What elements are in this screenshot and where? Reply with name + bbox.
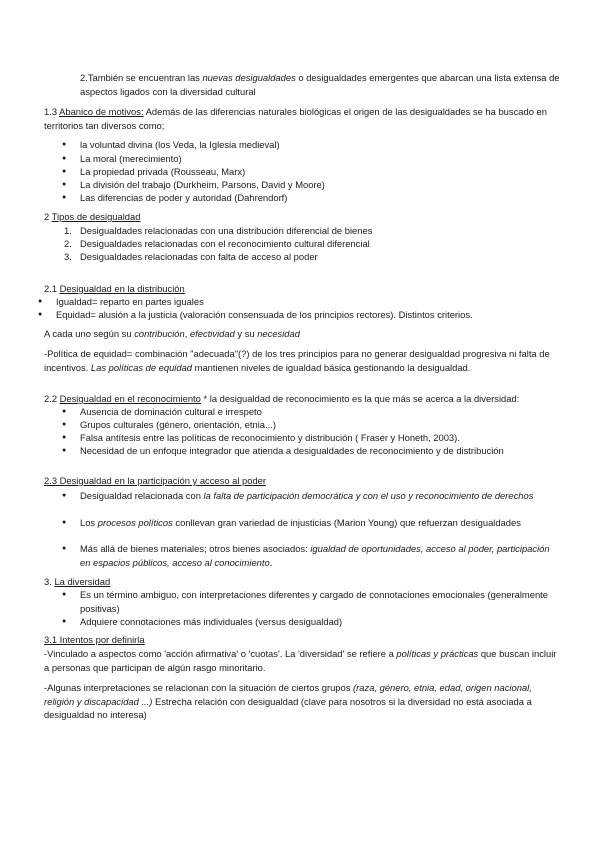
text: A cada uno según su xyxy=(44,328,135,339)
section-text: Además de las diferencias naturales biológicas el origen de las desigualdades se ha buscado en territorios tan diversos como; xyxy=(44,106,547,131)
definition-paragraph-2 xyxy=(44,681,559,722)
section-2-2-paragraph xyxy=(44,392,564,406)
section-title: Desigualdad en el reconocimiento xyxy=(59,393,201,404)
numbered-item xyxy=(64,250,318,264)
italic-text: (raza, género, etnia, edad, origen nacional, religión y discapacidad ...) xyxy=(44,682,532,707)
section-title: Tipos de desigualdad xyxy=(51,211,141,222)
list-item: ● La propiedad privada (Rousseau, Marx) xyxy=(80,165,245,179)
item-text: Desigualdades relacionadas con falta de acceso al poder xyxy=(80,251,318,262)
list-item: ● Equidad= alusión a la justicia (valoración consensuada de los principios rectores). Distintos criterios. xyxy=(56,308,473,322)
text: que buscan incluir a personas que participan de algún rasgo minoritario. xyxy=(44,648,557,673)
text: . xyxy=(269,556,273,568)
italic-text: Las políticas de equidad xyxy=(90,361,193,373)
list-item: ● Es un término ambiguo, con interpretaciones diferentes y cargado de connotaciones emocionales (generalmente positivas) xyxy=(80,588,550,615)
list-item xyxy=(80,516,550,530)
text: conllevan gran variedad de injusticias (Marion Young) que refuerzan desigualdades xyxy=(172,517,521,528)
section-text: * la desigualdad de reconocimiento es la que más se acerca a la diversidad: xyxy=(200,393,520,404)
list-item: ● Ausencia de dominación cultural e irrespeto xyxy=(80,405,262,419)
text: -Política de equidad= combinación "adecuada"(?) de los tres principios para no generar desigualdad progresiva ni falta de incentivos. xyxy=(44,348,550,373)
equity-policy-paragraph xyxy=(44,347,559,374)
definition-paragraph-1 xyxy=(44,647,559,674)
italic-text: efectividad xyxy=(189,328,235,339)
item-number: 3. xyxy=(64,251,72,262)
italic-text: políticas y prácticas xyxy=(396,648,479,659)
list-item: ● Falsa antítesis entre las políticas de reconocimiento y distribución ( Fraser y Honeth, 2003). xyxy=(80,431,460,445)
section-title: Desigualdad en la distribución xyxy=(59,283,185,294)
section-number: 1.3 xyxy=(44,106,60,117)
list-item: ● Necesidad de un enfoque integrador que atienda a desigualdades de reconocimiento y de distribución xyxy=(80,444,504,458)
list-item: ● Igualdad= reparto en partes iguales xyxy=(56,295,204,309)
section-3-1-heading: 3.1 Intentos por definirla xyxy=(44,634,145,645)
section-number: 2.2 xyxy=(44,393,60,404)
item-text: Desigualdades relacionadas con el reconocimiento cultural diferencial xyxy=(80,238,370,249)
intro-paragraph xyxy=(80,71,560,98)
section-number: 2.1 xyxy=(44,283,60,294)
text: Desigualdad relacionada con xyxy=(80,490,204,501)
list-item: ● Adquiere connotaciones más individuales (versus desigualdad) xyxy=(80,615,342,629)
criteria-line xyxy=(44,327,300,341)
list-item xyxy=(80,542,550,569)
item-text: Desigualdades relacionadas con una distribución diferencial de bienes xyxy=(80,225,373,236)
numbered-item xyxy=(64,237,370,251)
list-item: ● la voluntad divina (los Veda, la Iglesia medieval) xyxy=(80,138,280,152)
text: mantienen niveles de igualdad básica gestionando la desigualdad. xyxy=(192,361,471,373)
item-number: 1. xyxy=(64,225,72,236)
italic-text: la falta de participación democrática y con el uso y reconocimiento de derechos xyxy=(203,490,534,501)
intro-text-end: o desigualdades emergentes que abarcan una lista extensa de aspectos ligados con la diversidad cultural xyxy=(80,72,560,97)
section-1-3-paragraph xyxy=(44,105,559,132)
text: Más allá de bienes materiales; otros bienes asociados: xyxy=(80,543,311,554)
intro-text: 2.También se encuentran las xyxy=(80,72,203,83)
text: -Vinculado a aspectos como 'acción afirmativa' o 'cuotas'. La 'diversidad' se refiere a xyxy=(44,648,397,659)
text: y su xyxy=(234,328,258,339)
section-2-1-heading xyxy=(44,282,185,296)
list-item: ● La moral (merecimiento) xyxy=(80,152,182,166)
list-item: ● Grupos culturales (género, orientación, etnia...) xyxy=(80,418,276,432)
text: -Algunas interpretaciones se relacionan con la situación de ciertos grupos xyxy=(44,682,354,693)
section-number: 2 xyxy=(44,211,52,222)
italic-text: contribución xyxy=(134,328,185,339)
list-item: ● Las diferencias de poder y autoridad (Dahrendorf) xyxy=(80,191,287,205)
italic-text: procesos políticos xyxy=(97,517,173,528)
italic-text: necesidad xyxy=(257,328,300,339)
section-3-heading xyxy=(44,575,110,589)
section-2-3-heading: 2.3 Desigualdad en la participación y acceso al poder xyxy=(44,475,267,486)
list-item xyxy=(80,489,550,503)
section-2-heading xyxy=(44,210,140,224)
section-number: 3. xyxy=(44,576,55,587)
list-item: ● La división del trabajo (Durkheim, Parsons, David y Moore) xyxy=(80,178,325,192)
text: , xyxy=(184,328,190,339)
section-title: Abanico de motivos: xyxy=(59,106,144,117)
section-title: La diversidad xyxy=(54,576,111,587)
item-number: 2. xyxy=(64,238,72,249)
italic-text: igualdad de oportunidades, acceso al poder, participación en espacios públicos, acceso al conocimiento xyxy=(80,543,550,568)
text: Estrecha relación con desigualdad (clave para nosotros si la diversidad no está asociada a desigualdad no interesa) xyxy=(44,695,532,720)
numbered-item xyxy=(64,224,373,238)
text: Los xyxy=(80,517,98,528)
intro-italic: nuevas desigualdades xyxy=(202,72,296,83)
